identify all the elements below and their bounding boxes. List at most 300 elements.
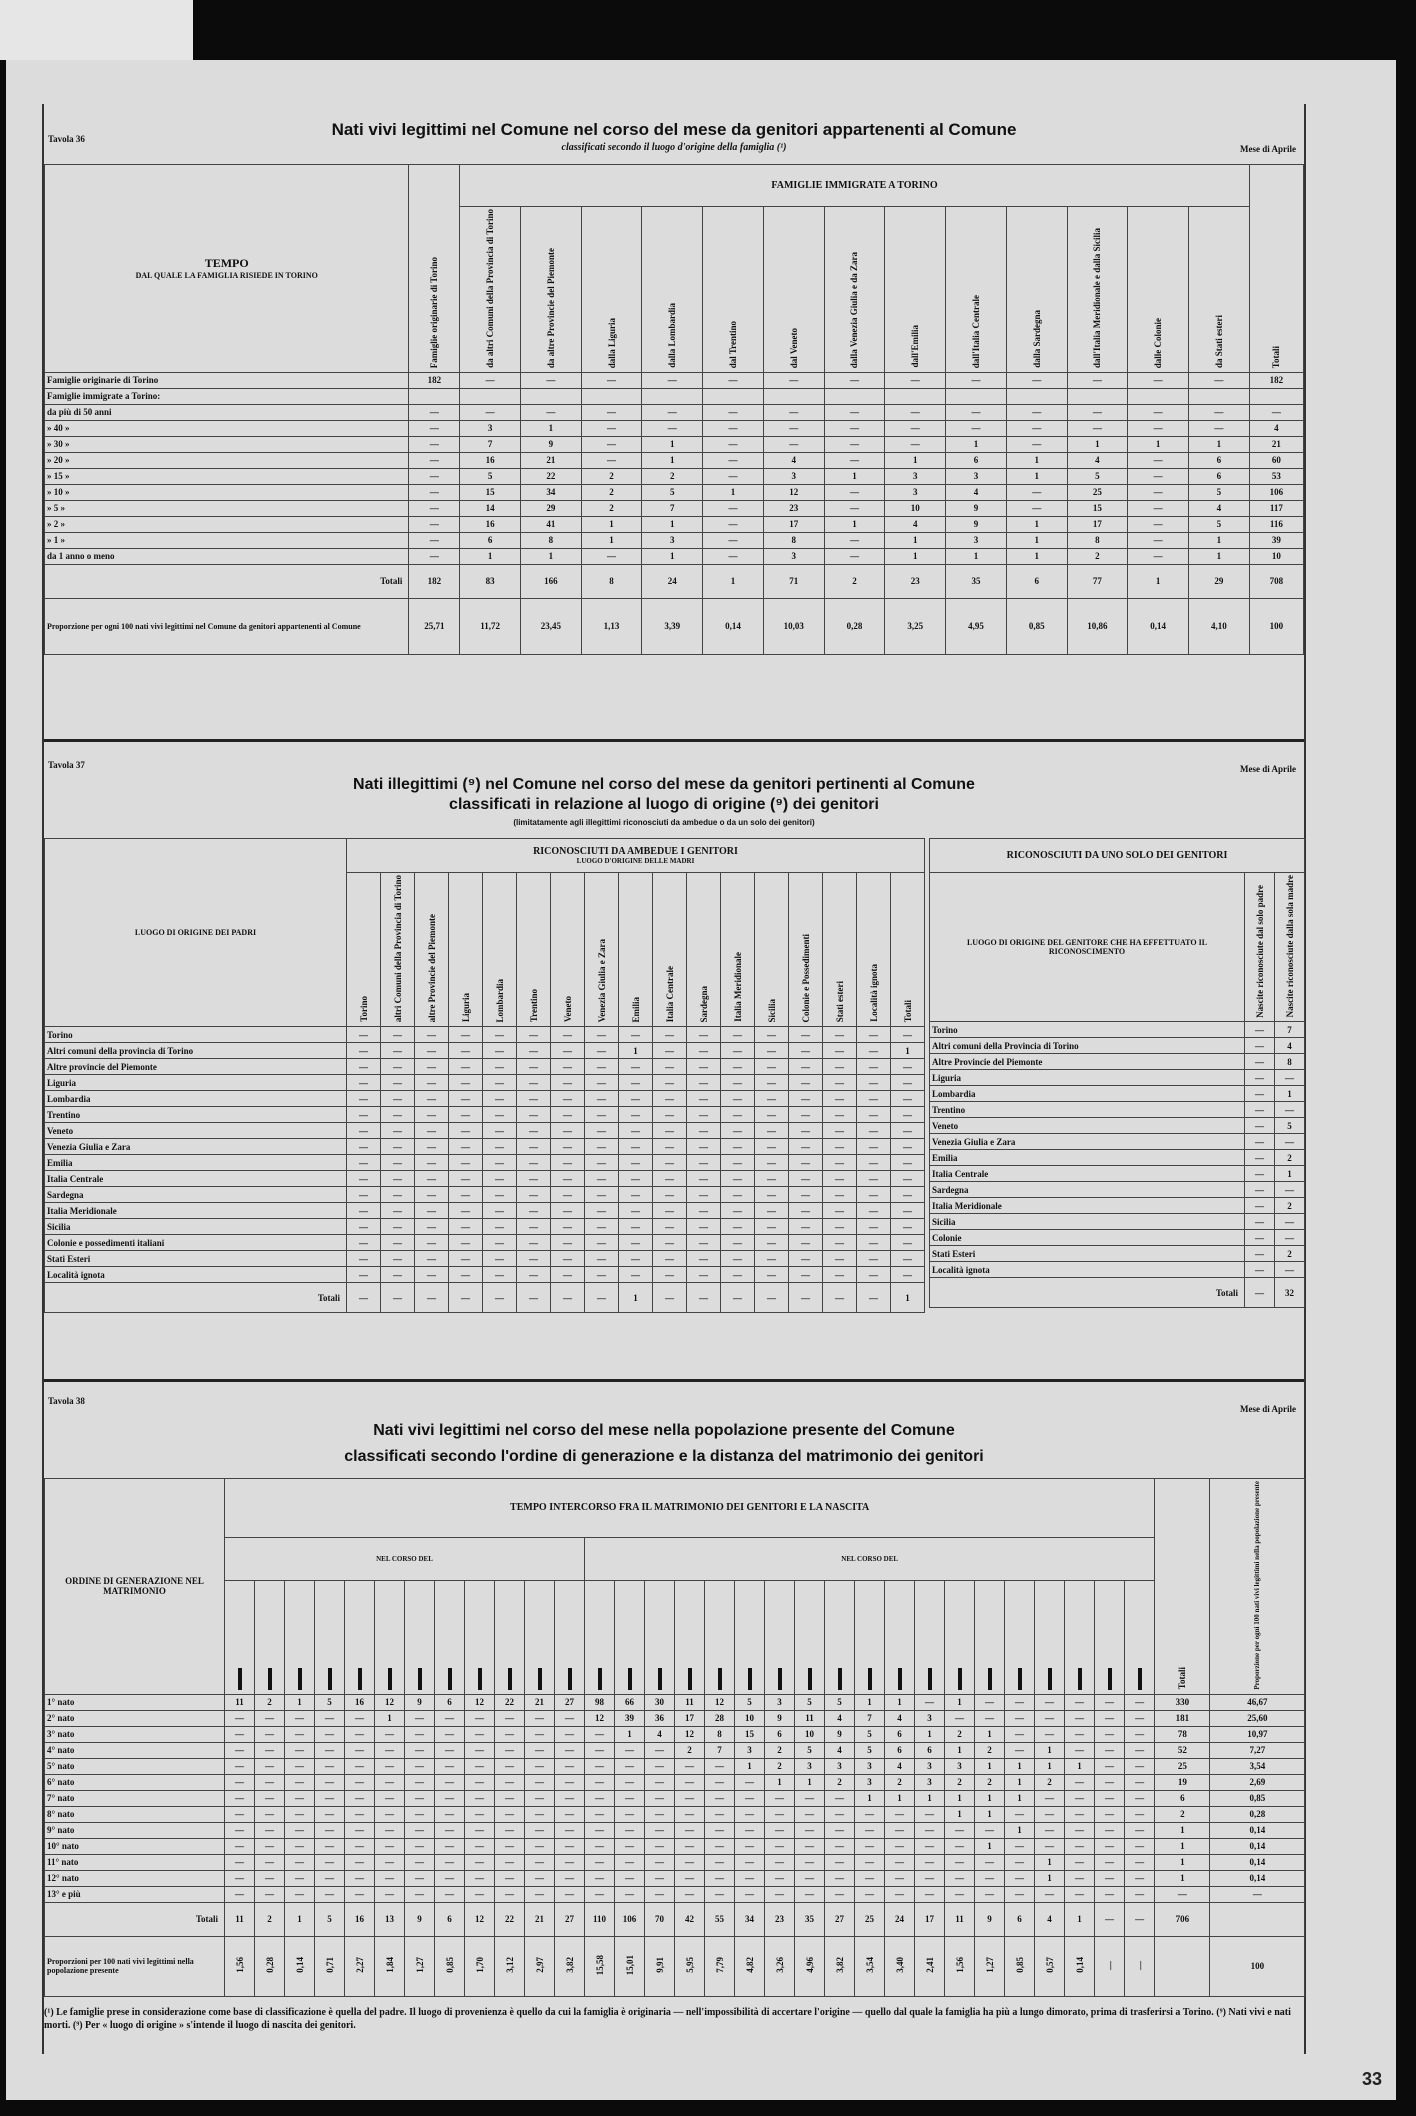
table-cell: 11	[675, 1694, 705, 1710]
table-cell: —	[857, 1187, 891, 1203]
row-proportion: 0,14	[1210, 1822, 1305, 1838]
t38-col-head	[1035, 1580, 1065, 1694]
table-cell	[885, 388, 946, 404]
t38-col-head	[375, 1580, 405, 1694]
table-cell: —	[857, 1091, 891, 1107]
table-cell: 17	[675, 1710, 705, 1726]
t38-col-mark	[988, 1668, 992, 1690]
table-row	[930, 1262, 1305, 1278]
table-cell: —	[585, 1790, 615, 1806]
table-cell: —	[885, 1854, 915, 1870]
table-cell: —	[465, 1838, 495, 1854]
table-cell: —	[409, 548, 460, 564]
t38-title2: classificati secondo l'ordine di generazione e la distanza del matrimonio dei genitori	[344, 1448, 984, 1465]
t36-col-label: dal Trentino	[728, 320, 739, 368]
table-cell: 3	[765, 1694, 795, 1710]
row-label: 7° nato	[45, 1790, 225, 1806]
table-cell: 3	[642, 532, 703, 548]
table-cell	[520, 388, 581, 404]
total-cell: —	[1245, 1278, 1275, 1308]
table-row	[45, 1806, 1305, 1822]
t38-col-prop	[1210, 1479, 1305, 1695]
table-cell: —	[735, 1838, 765, 1854]
t36-col-orig	[409, 165, 460, 373]
t36-tempo-sub: DAL QUALE LA FAMIGLIA RISIEDE IN TORINO	[135, 271, 318, 281]
table-cell: —	[855, 1822, 885, 1838]
table-cell: —	[823, 1187, 857, 1203]
t37-left-table	[44, 838, 925, 1313]
t38-col-head	[405, 1580, 435, 1694]
table-cell: —	[1035, 1694, 1065, 1710]
table-row	[45, 1171, 925, 1187]
table-cell: —	[449, 1123, 483, 1139]
t38-col-head	[945, 1580, 975, 1694]
table-cell: 6	[460, 532, 521, 548]
table-cell: 4	[946, 484, 1007, 500]
table-row	[45, 484, 1304, 500]
table-cell: —	[615, 1774, 645, 1790]
table-cell: 1	[915, 1726, 945, 1742]
table-cell: —	[285, 1870, 315, 1886]
table-cell: —	[465, 1710, 495, 1726]
table-cell: —	[255, 1758, 285, 1774]
table-cell: —	[460, 372, 521, 388]
total-cell: —	[823, 1283, 857, 1313]
table-cell: —	[763, 372, 824, 388]
table-cell: —	[1275, 1134, 1305, 1150]
table-cell: 1	[1035, 1854, 1065, 1870]
table-cell: —	[1005, 1806, 1035, 1822]
proportion-cell: 4,10	[1189, 598, 1250, 654]
table-cell: —	[555, 1774, 585, 1790]
t37-left-group-title: RICONOSCIUTI DA AMBEDUE I GENITORI	[533, 846, 738, 857]
table-cell: 2	[885, 1774, 915, 1790]
t38-col-mark	[808, 1668, 812, 1690]
table-row	[45, 1107, 925, 1123]
table-cell: —	[585, 1123, 619, 1139]
t36-col-label: dalla Venezia Giulia e da Zara	[849, 251, 860, 368]
table-cell: —	[405, 1758, 435, 1774]
table-cell: 7	[855, 1710, 885, 1726]
table-cell: —	[415, 1075, 449, 1091]
t38-col-mark	[268, 1668, 272, 1690]
table-cell: —	[823, 1059, 857, 1075]
table-row	[45, 372, 1304, 388]
t38-col-mark	[958, 1668, 962, 1690]
table-cell: —	[755, 1107, 789, 1123]
proportion-value: 3,26	[774, 1957, 785, 1974]
table-cell: —	[381, 1123, 415, 1139]
table-cell: —	[347, 1235, 381, 1251]
table-cell: —	[525, 1774, 555, 1790]
row-label: Altre provincie del Piemonte	[45, 1059, 347, 1075]
table-cell: —	[585, 1774, 615, 1790]
table-cell: —	[823, 1123, 857, 1139]
t38-col-head	[795, 1580, 825, 1694]
table-cell: —	[381, 1267, 415, 1283]
table-cell: —	[891, 1219, 925, 1235]
table-cell: —	[285, 1838, 315, 1854]
t37-col-label: Emilia	[630, 996, 641, 1023]
table-cell: —	[642, 372, 703, 388]
table-row	[45, 436, 1304, 452]
table-row	[930, 1246, 1305, 1262]
table-cell: —	[945, 1854, 975, 1870]
table-cell: —	[1245, 1038, 1275, 1054]
table-cell: —	[703, 420, 764, 436]
proportion-cell: 10,03	[763, 598, 824, 654]
table-cell: —	[1128, 516, 1189, 532]
table-cell: 12	[763, 484, 824, 500]
t36-col-tot	[1249, 165, 1303, 373]
t37-col-label: Torino	[358, 996, 369, 1023]
row-label: Italia Centrale	[45, 1171, 347, 1187]
table-cell: —	[255, 1886, 285, 1902]
table-cell: —	[415, 1043, 449, 1059]
table-cell: —	[255, 1822, 285, 1838]
table-cell: —	[375, 1790, 405, 1806]
table-cell: 1	[1005, 1822, 1035, 1838]
table-cell: —	[585, 1219, 619, 1235]
proportion-cell	[945, 1936, 975, 1996]
table-cell: —	[755, 1091, 789, 1107]
table-cell: —	[705, 1870, 735, 1886]
table-cell: —	[347, 1091, 381, 1107]
table-cell: —	[375, 1742, 405, 1758]
table-cell: —	[705, 1774, 735, 1790]
proportion-value: 3,82	[564, 1957, 575, 1974]
row-total: 78	[1155, 1726, 1210, 1742]
table-row	[930, 1118, 1305, 1134]
total-cell: 1	[619, 1283, 653, 1313]
row-proportion: 7,27	[1210, 1742, 1305, 1758]
t38-col-head	[615, 1580, 645, 1694]
table-row	[45, 1075, 925, 1091]
table-cell: 1	[946, 436, 1007, 452]
table-cell: 3	[945, 1758, 975, 1774]
table-cell: —	[945, 1822, 975, 1838]
table-cell: 2	[1275, 1198, 1305, 1214]
table-cell: —	[765, 1838, 795, 1854]
table-cell: —	[653, 1059, 687, 1075]
t36-col-label: dall'Italia Meridionale e dalla Sicilia	[1092, 227, 1103, 368]
table-cell: —	[517, 1139, 551, 1155]
proportion-value: 2,41	[924, 1957, 935, 1974]
table-row	[930, 1166, 1305, 1182]
table-cell: —	[765, 1822, 795, 1838]
table-cell: —	[824, 500, 885, 516]
row-total: 1	[1155, 1822, 1210, 1838]
table-cell: —	[823, 1091, 857, 1107]
t37-col-label: Colonie e Possedimenti	[800, 933, 811, 1023]
table-cell: —	[705, 1854, 735, 1870]
total-cell: 22	[495, 1902, 525, 1936]
table-row	[45, 1726, 1305, 1742]
table-cell: —	[885, 1886, 915, 1902]
table-cell: 28	[705, 1710, 735, 1726]
table-cell: 1	[1189, 532, 1250, 548]
table-cell: —	[1245, 1166, 1275, 1182]
total-cell: —	[483, 1283, 517, 1313]
table-cell: —	[435, 1790, 465, 1806]
table-cell: 11	[795, 1710, 825, 1726]
row-label: 1° nato	[45, 1694, 225, 1710]
table-cell: —	[653, 1075, 687, 1091]
t36-col-label: dalle Colonie	[1153, 317, 1164, 368]
proportion-cell	[255, 1936, 285, 1996]
t38-col-mark	[238, 1668, 242, 1690]
table-row	[930, 1038, 1305, 1054]
table-cell: —	[381, 1219, 415, 1235]
table-cell: —	[975, 1694, 1005, 1710]
table-cell: —	[703, 436, 764, 452]
table-cell: 3	[825, 1758, 855, 1774]
table-cell: —	[517, 1043, 551, 1059]
table-row	[45, 1854, 1305, 1870]
table-cell: —	[619, 1075, 653, 1091]
t36-col-label: dall'Italia Centrale	[970, 294, 981, 368]
table-cell: —	[1035, 1726, 1065, 1742]
table-cell: —	[789, 1123, 823, 1139]
table-cell: —	[1128, 500, 1189, 516]
proportion-cell	[345, 1936, 375, 1996]
proportion-value: 15,58	[594, 1955, 605, 1976]
table-cell: —	[1125, 1870, 1155, 1886]
t38-col-mark	[418, 1668, 422, 1690]
row-label: » 1 »	[45, 532, 409, 548]
table-cell: —	[857, 1219, 891, 1235]
t37-left-group-sub: LUOGO D'ORIGINE DELLE MADRI	[576, 857, 695, 865]
table-cell: —	[551, 1235, 585, 1251]
table-cell: —	[555, 1758, 585, 1774]
t36-group-head: FAMIGLIE IMMIGRATE A TORINO	[460, 165, 1250, 207]
table-cell: —	[653, 1155, 687, 1171]
row-label: Lombardia	[45, 1091, 347, 1107]
table-cell: —	[675, 1854, 705, 1870]
row-label: Stati Esteri	[45, 1251, 347, 1267]
table-cell: —	[755, 1027, 789, 1043]
t37-col-label: Località ignota	[868, 964, 879, 1023]
table-cell: —	[381, 1203, 415, 1219]
table-cell: —	[1095, 1726, 1125, 1742]
table-cell: —	[735, 1806, 765, 1822]
row-label: 2° nato	[45, 1710, 225, 1726]
table-cell: 1	[375, 1710, 405, 1726]
table-cell: —	[1095, 1838, 1125, 1854]
table-row	[45, 1123, 925, 1139]
table-cell: —	[645, 1870, 675, 1886]
table-cell: —	[255, 1870, 285, 1886]
table-cell: —	[449, 1187, 483, 1203]
table-cell: —	[825, 1886, 855, 1902]
table-row	[45, 404, 1304, 420]
table-cell: —	[789, 1107, 823, 1123]
table-cell: —	[765, 1790, 795, 1806]
table-cell: —	[705, 1790, 735, 1806]
table-cell: —	[435, 1726, 465, 1742]
table-cell: 5	[315, 1694, 345, 1710]
row-label: Sardegna	[45, 1187, 347, 1203]
table-cell: 1	[1275, 1166, 1305, 1182]
table-cell: —	[755, 1267, 789, 1283]
table-row	[45, 500, 1304, 516]
table-cell: —	[345, 1870, 375, 1886]
t38-col-mark	[778, 1668, 782, 1690]
table-cell: 182	[409, 372, 460, 388]
table-cell: —	[687, 1123, 721, 1139]
t36-col-head	[642, 207, 703, 373]
table-cell: —	[381, 1235, 415, 1251]
table-cell: —	[1245, 1262, 1275, 1278]
row-label: » 10 »	[45, 484, 409, 500]
total-cell: 1	[1065, 1902, 1095, 1936]
table-cell: —	[735, 1822, 765, 1838]
table-cell: —	[1065, 1806, 1095, 1822]
table-cell: —	[285, 1806, 315, 1822]
table-cell: 12	[705, 1694, 735, 1710]
row-total: 2	[1155, 1806, 1210, 1822]
table-cell: 22	[520, 468, 581, 484]
table-cell: —	[823, 1203, 857, 1219]
t36-col-label: dalla Sardegna	[1031, 310, 1042, 368]
table-cell: —	[642, 420, 703, 436]
table-cell: —	[763, 404, 824, 420]
table-cell: —	[525, 1886, 555, 1902]
table-cell: 1	[975, 1806, 1005, 1822]
table-cell: —	[765, 1854, 795, 1870]
table-cell: —	[483, 1187, 517, 1203]
proportion-cell	[915, 1936, 945, 1996]
table-cell: —	[585, 1171, 619, 1187]
table-cell: —	[1125, 1742, 1155, 1758]
t37-col-head	[449, 873, 483, 1027]
table-cell: —	[1095, 1694, 1125, 1710]
table-cell: —	[891, 1203, 925, 1219]
total-cell: 24	[642, 564, 703, 598]
table-cell: —	[483, 1139, 517, 1155]
table-row	[45, 468, 1304, 484]
table-cell: —	[585, 1838, 615, 1854]
table-cell: —	[653, 1235, 687, 1251]
table-cell: —	[381, 1027, 415, 1043]
table-cell: —	[1125, 1774, 1155, 1790]
table-cell: 5	[1275, 1118, 1305, 1134]
table-cell: 53	[1249, 468, 1303, 484]
table-cell: 66	[615, 1694, 645, 1710]
t36-tempo-head	[45, 165, 409, 373]
proportion-cell	[405, 1936, 435, 1996]
table-cell: —	[375, 1870, 405, 1886]
table-cell: —	[495, 1854, 525, 1870]
table-cell: —	[824, 404, 885, 420]
table-cell: —	[1275, 1102, 1305, 1118]
table-cell: 6	[1189, 468, 1250, 484]
table-cell: —	[225, 1758, 255, 1774]
table-cell: —	[375, 1822, 405, 1838]
t38-col-mark	[538, 1668, 542, 1690]
total-cell: 71	[763, 564, 824, 598]
proportion-value: 1,84	[384, 1957, 395, 1974]
table-cell: 2	[945, 1726, 975, 1742]
table-cell: —	[825, 1870, 855, 1886]
table-cell: —	[703, 500, 764, 516]
t38-col-mark	[1018, 1668, 1022, 1690]
table-cell: —	[619, 1123, 653, 1139]
table-cell: —	[789, 1251, 823, 1267]
total-cell: 55	[705, 1902, 735, 1936]
table-cell: —	[675, 1838, 705, 1854]
table-cell: —	[857, 1123, 891, 1139]
row-label: 3° nato	[45, 1726, 225, 1742]
table-cell: —	[645, 1742, 675, 1758]
table-cell: 2	[1067, 548, 1128, 564]
t37-col-head	[823, 873, 857, 1027]
table-cell: —	[585, 1758, 615, 1774]
table-cell: 4	[763, 452, 824, 468]
t38-sub2: NEL CORSO DEL	[585, 1537, 1155, 1580]
t38-col-mark	[1138, 1668, 1142, 1690]
table-cell: —	[415, 1251, 449, 1267]
table-cell: —	[946, 420, 1007, 436]
table-cell: —	[885, 404, 946, 420]
t36-col-head	[1189, 207, 1250, 373]
table-cell: —	[415, 1139, 449, 1155]
table-cell: —	[1006, 404, 1067, 420]
table-cell: —	[315, 1742, 345, 1758]
table-cell: —	[1006, 500, 1067, 516]
row-label: Altri comuni della Provincia di Torino	[930, 1038, 1245, 1054]
table-cell: —	[347, 1059, 381, 1075]
table-cell: —	[1065, 1854, 1095, 1870]
t37-col-label: Trentino	[528, 988, 539, 1023]
total-cell: 29	[1189, 564, 1250, 598]
table-cell: —	[945, 1838, 975, 1854]
table-cell: —	[555, 1870, 585, 1886]
table-cell: —	[891, 1075, 925, 1091]
t38-col-head	[585, 1580, 615, 1694]
table-cell: —	[347, 1267, 381, 1283]
table-cell: —	[381, 1171, 415, 1187]
total-cell: 2	[255, 1902, 285, 1936]
table-cell: —	[409, 484, 460, 500]
table-cell: —	[555, 1742, 585, 1758]
table-cell: 4	[1067, 452, 1128, 468]
table-cell: 1	[885, 452, 946, 468]
table-cell: —	[945, 1886, 975, 1902]
table-cell: —	[1128, 484, 1189, 500]
table-cell: —	[645, 1806, 675, 1822]
table-cell: —	[675, 1758, 705, 1774]
table-cell: —	[525, 1854, 555, 1870]
table-cell: —	[225, 1790, 255, 1806]
row-label: » 15 »	[45, 468, 409, 484]
table-cell: —	[1065, 1870, 1095, 1886]
table-cell: —	[1067, 372, 1128, 388]
table-cell: —	[721, 1107, 755, 1123]
total-cell: 9	[975, 1902, 1005, 1936]
table-cell: —	[409, 452, 460, 468]
total-cell: 13	[375, 1902, 405, 1936]
proportion-value: 5,95	[684, 1957, 695, 1974]
t38-label: Tavola 38	[48, 1396, 85, 1406]
row-total: 19	[1155, 1774, 1210, 1790]
table-cell: —	[551, 1107, 585, 1123]
t37-rcol-padre-label: Nascite riconosciute dal solo padre	[1254, 884, 1265, 1018]
row-proportion: —	[1210, 1886, 1305, 1902]
total-cell: —	[449, 1283, 483, 1313]
t37-col-head	[857, 873, 891, 1027]
proportion-value: 1,70	[474, 1957, 485, 1974]
